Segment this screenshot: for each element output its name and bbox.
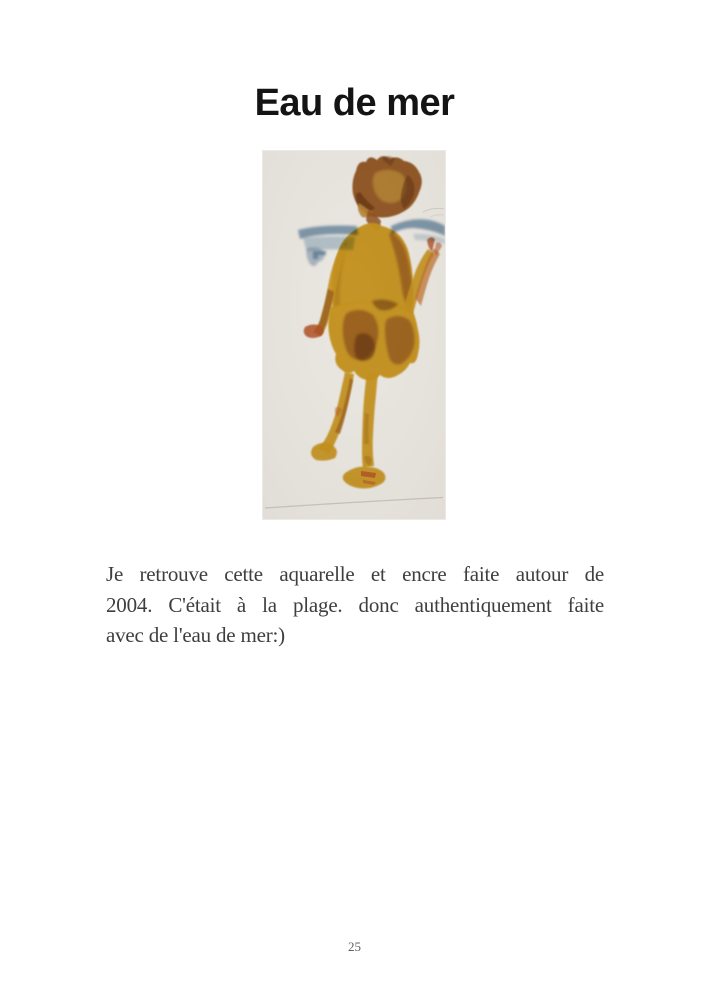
figure-skirt: [328, 300, 419, 381]
paragraph-line: avec de l'eau de mer:): [106, 623, 285, 648]
page-number: 25: [348, 939, 361, 954]
watercolor-artwork: [263, 151, 445, 519]
page-title: Eau de mer: [254, 82, 455, 124]
watercolor-figure-image: [263, 151, 445, 519]
paragraph-line: Je retrouve cette aquarelle et encre faite autour de: [106, 562, 604, 586]
paragraph-line: 2004. C'était à la plage. donc authentiquement faite: [106, 592, 604, 617]
body-paragraph: [106, 559, 604, 651]
